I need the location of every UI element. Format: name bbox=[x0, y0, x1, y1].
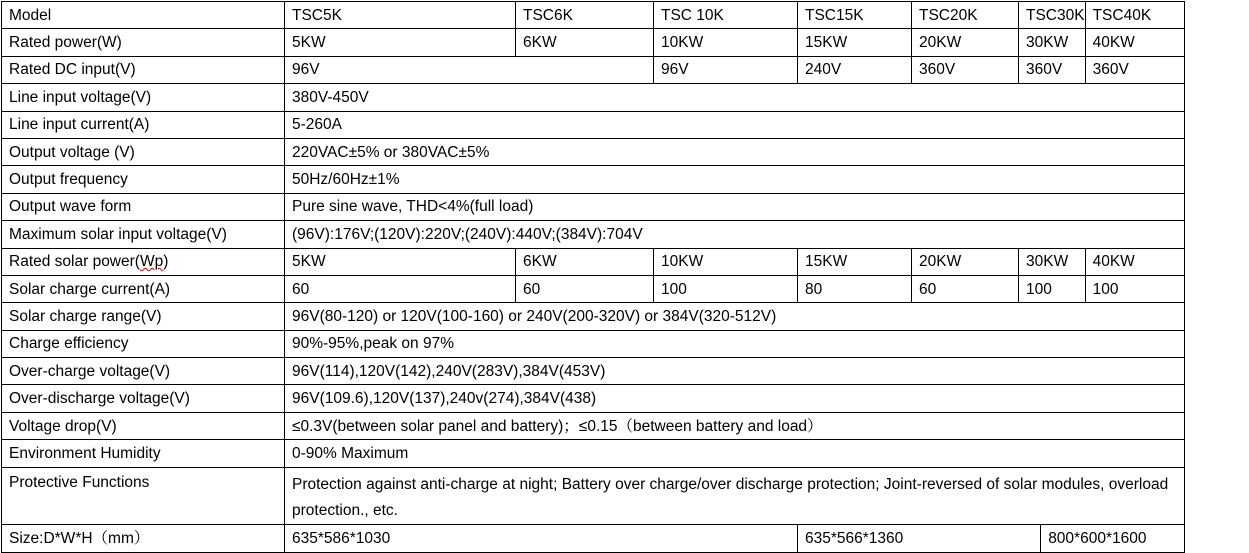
table-cell: 360V bbox=[1085, 56, 1184, 83]
table-cell: 6KW bbox=[516, 29, 654, 56]
table-cell: 240V bbox=[798, 56, 912, 83]
table-cell: 60 bbox=[285, 275, 516, 302]
table-cell: 0-90% Maximum bbox=[285, 440, 1185, 467]
row-label: Voltage drop(V) bbox=[2, 412, 285, 439]
header-row bbox=[2, 2, 1185, 29]
row-label: Rated power(W) bbox=[2, 29, 285, 56]
row-label: Solar charge range(V) bbox=[2, 303, 285, 330]
charge-efficiency-row bbox=[2, 330, 1185, 357]
environment-humidity-row bbox=[2, 440, 1185, 467]
column-header: TSC6K bbox=[516, 2, 654, 29]
table-cell: 15KW bbox=[798, 29, 912, 56]
table-cell: 635*586*1030 bbox=[285, 524, 798, 552]
row-label: Charge efficiency bbox=[2, 330, 285, 357]
table-cell: 800*600*1600 bbox=[1041, 524, 1184, 552]
table-cell: 100 bbox=[1085, 275, 1184, 302]
solar-charge-current-row bbox=[2, 275, 1185, 302]
table-cell: 30KW bbox=[1019, 29, 1086, 56]
row-label: Line input voltage(V) bbox=[2, 84, 285, 111]
row-label: Output voltage (V) bbox=[2, 138, 285, 165]
table-cell: 360V bbox=[912, 56, 1019, 83]
row-label: Output frequency bbox=[2, 166, 285, 193]
rated-solar-power-row bbox=[2, 248, 1185, 275]
row-label-part: Rated solar power( bbox=[9, 253, 140, 271]
solar-charge-range-row bbox=[2, 303, 1185, 330]
table-cell: 15KW bbox=[798, 248, 912, 275]
over-charge-voltage-row bbox=[2, 358, 1185, 385]
table-cell: 220VAC±5% or 380VAC±5% bbox=[285, 138, 1185, 165]
table-cell: 60 bbox=[912, 275, 1019, 302]
row-label: Environment Humidity bbox=[2, 440, 285, 467]
model-label: Model bbox=[2, 2, 285, 29]
protective-functions-row bbox=[2, 467, 1185, 524]
table-cell: 5KW bbox=[285, 248, 516, 275]
table-cell: 40KW bbox=[1085, 248, 1184, 275]
size-row bbox=[2, 524, 1185, 552]
table-cell: 20KW bbox=[912, 29, 1019, 56]
table-cell: 96V bbox=[285, 56, 654, 83]
max-solar-input-row bbox=[2, 221, 1185, 248]
line-input-current-row bbox=[2, 111, 1185, 138]
table-cell: 100 bbox=[1019, 275, 1086, 302]
line-input-voltage-row bbox=[2, 84, 1185, 111]
row-label: Over-discharge voltage(V) bbox=[2, 385, 285, 412]
table-cell: 5-260A bbox=[285, 111, 1185, 138]
table-cell: 100 bbox=[654, 275, 798, 302]
table-cell: Protection against anti-charge at night; Battery over charge/over discharge protection; Joint-reversed of solar modules, overload protection., etc. bbox=[285, 467, 1185, 524]
row-label: Line input current(A) bbox=[2, 111, 285, 138]
rated-dc-input-row bbox=[2, 56, 1185, 83]
table-cell: 60 bbox=[516, 275, 654, 302]
row-label: Protective Functions bbox=[2, 467, 285, 524]
table-cell: 5KW bbox=[285, 29, 516, 56]
table-cell: 40KW bbox=[1085, 29, 1184, 56]
table-cell: Pure sine wave, THD<4%(full load) bbox=[285, 193, 1185, 220]
table-cell: (96V):176V;(120V):220V;(240V):440V;(384V):704V bbox=[285, 221, 1185, 248]
row-label: Size:D*W*H（mm） bbox=[2, 524, 285, 552]
column-header: TSC5K bbox=[285, 2, 516, 29]
row-label bbox=[2, 248, 285, 275]
row-label: Output wave form bbox=[2, 193, 285, 220]
table-cell: 50Hz/60Hz±1% bbox=[285, 166, 1185, 193]
column-header: TSC40K bbox=[1085, 2, 1184, 29]
table-cell: 635*566*1360 bbox=[798, 524, 1041, 552]
table-cell: 96V bbox=[654, 56, 798, 83]
column-header: TSC15K bbox=[798, 2, 912, 29]
column-header: TSC30K bbox=[1019, 2, 1086, 29]
over-discharge-voltage-row bbox=[2, 385, 1185, 412]
column-header: TSC 10K bbox=[654, 2, 798, 29]
table-cell: 96V(109.6),120V(137),240v(274),384V(438) bbox=[285, 385, 1185, 412]
table-cell: 10KW bbox=[654, 29, 798, 56]
table-cell: 20KW bbox=[912, 248, 1019, 275]
table-cell: 80 bbox=[798, 275, 912, 302]
spec-table bbox=[1, 1, 1185, 553]
output-voltage-row bbox=[2, 138, 1185, 165]
table-cell: 10KW bbox=[654, 248, 798, 275]
table-cell: 6KW bbox=[516, 248, 654, 275]
table-cell: ≤0.3V(between solar panel and battery)；≤0.15（between battery and load） bbox=[285, 412, 1185, 439]
output-frequency-row bbox=[2, 166, 1185, 193]
row-label: Solar charge current(A) bbox=[2, 275, 285, 302]
row-label-part: ) bbox=[163, 253, 169, 271]
output-wave-form-row bbox=[2, 193, 1185, 220]
table-cell: 380V-450V bbox=[285, 84, 1185, 111]
table-cell: 360V bbox=[1019, 56, 1086, 83]
table-cell: 96V(80-120) or 120V(100-160) or 240V(200-320V) or 384V(320-512V) bbox=[285, 303, 1185, 330]
voltage-drop-row bbox=[2, 412, 1185, 439]
rated-power-row bbox=[2, 29, 1185, 56]
column-header: TSC20K bbox=[912, 2, 1019, 29]
table-cell: 30KW bbox=[1019, 248, 1086, 275]
row-label: Over-charge voltage(V) bbox=[2, 358, 285, 385]
row-label: Maximum solar input voltage(V) bbox=[2, 221, 285, 248]
table-cell: 90%-95%,peak on 97% bbox=[285, 330, 1185, 357]
table-cell: 96V(114),120V(142),240V(283V),384V(453V) bbox=[285, 358, 1185, 385]
row-label: Rated DC input(V) bbox=[2, 56, 285, 83]
row-label-part: Wp bbox=[139, 253, 164, 271]
